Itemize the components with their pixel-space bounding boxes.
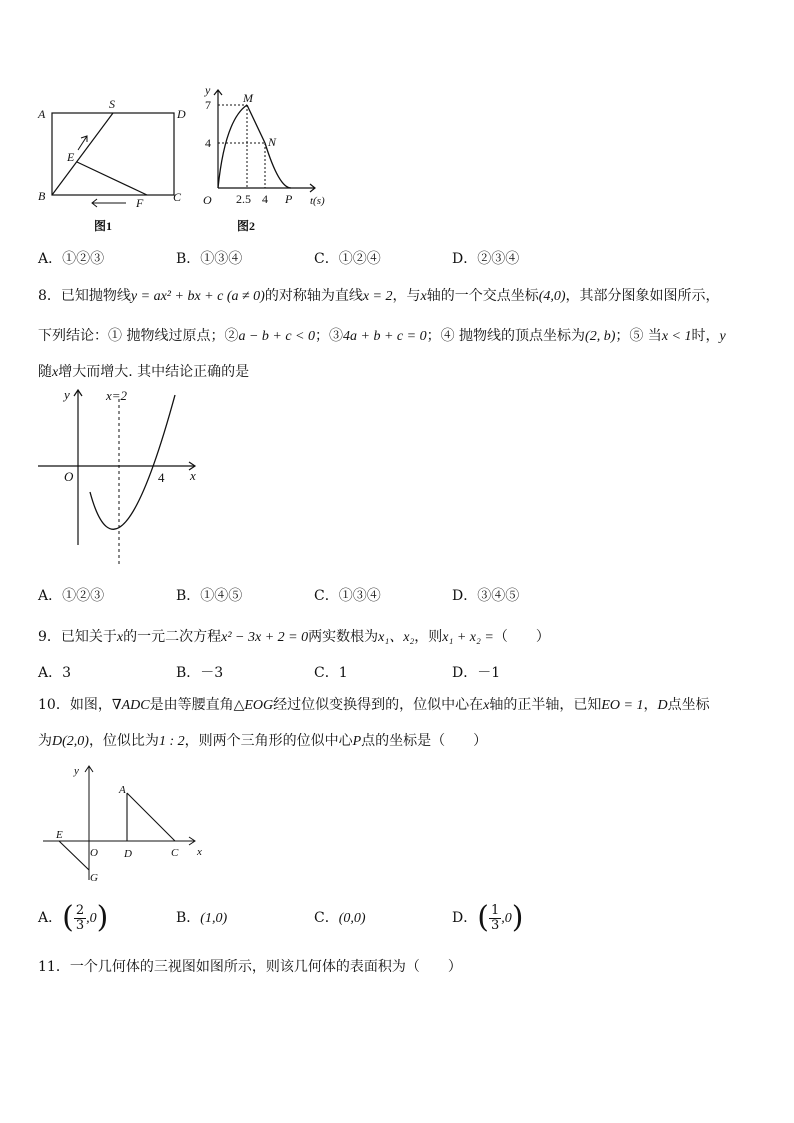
q10-graph-O: O — [90, 847, 98, 859]
figure-2-caption: 图2 — [237, 219, 256, 233]
fig2-N: N — [268, 135, 277, 149]
q8-graph-axis-label: x=2 — [106, 388, 128, 403]
label-C: C — [173, 190, 182, 204]
q9-option-b[interactable]: B．－3 — [176, 665, 224, 681]
figure-1-rectangle — [30, 95, 200, 235]
label-F: F — [136, 196, 144, 210]
fig2-t: t(s) — [310, 195, 325, 207]
fig2-tick-x4: 4 — [262, 192, 268, 206]
fig2-tick-4: 4 — [205, 136, 211, 150]
q7-option-c[interactable]: C．①②④ — [314, 251, 381, 267]
q10-graph-y: y — [74, 765, 79, 777]
q10-line-1: 10．如图，∇ADC是由等腰直角△EOG经过位似变换得到的，位似中心在x轴的正半轴，已知EO = 1，D点坐标 — [38, 697, 710, 713]
q8-option-b[interactable]: B．①④⑤ — [176, 588, 243, 604]
label-D: D — [177, 107, 186, 121]
figure-1-caption: 图1 — [94, 219, 113, 233]
fig2-P: P — [285, 192, 293, 206]
q8-parabola-graph — [30, 385, 210, 570]
figure-2-graph — [195, 80, 340, 235]
fig2-tick-7: 7 — [205, 98, 211, 112]
q10-graph-E: E — [56, 829, 63, 841]
fig2-y: y — [205, 83, 211, 97]
q8-line-1: 8．已知抛物线y = ax² + bx + c (a ≠ 0)的对称轴为直线x = 2，与x轴的一个交点坐标(4,0)，其部分图象如图所示， — [38, 288, 720, 304]
q10-graph-D: D — [124, 848, 132, 860]
label-A: A — [38, 107, 46, 121]
fig2-M: M — [243, 91, 253, 105]
q8-option-a[interactable]: A．①②③ — [38, 588, 105, 604]
q10-option-d[interactable]: D．( $\frac{1}{3}$ ,0) — [452, 900, 524, 935]
q10-option-c[interactable]: C．(0,0) — [314, 910, 366, 926]
q9-option-d[interactable]: D．－1 — [452, 665, 501, 681]
q8-line-2: 下列结论：① 抛物线过原点；②a − b + c < 0；③4a + b + c = 0；④ 抛物线的顶点坐标为(2, b)；⑤ 当x < 1时，y — [38, 328, 726, 344]
q10-option-a[interactable]: A．( $\frac{2}{3}$ ,0) — [38, 900, 109, 935]
q8-graph-O: O — [64, 469, 74, 484]
q8-graph-x: x — [190, 468, 196, 483]
q10-option-b[interactable]: B．(1,0) — [176, 910, 228, 926]
q7-option-d[interactable]: D．②③④ — [452, 251, 520, 267]
q8-line-3: 随x增大而增大. 其中结论正确的是 — [38, 364, 250, 380]
q8-option-d[interactable]: D．③④⑤ — [452, 588, 520, 604]
q11-question: 11．一个几何体的三视图如图所示，则该几何体的表面积为（ ） — [38, 959, 462, 975]
q9-option-c[interactable]: C．1 — [314, 665, 348, 681]
q8-graph-y: y — [64, 387, 70, 402]
q10-triangle-graph — [35, 760, 215, 885]
q7-option-b[interactable]: B．①③④ — [176, 251, 243, 267]
q10-graph-C: C — [171, 847, 179, 859]
q9-question: 9．已知关于x的一元二次方程x² − 3x + 2 = 0两实数根为x₁、x₂，则x₁ + x₂ =（ ） — [38, 629, 550, 645]
fig2-tick-2.5: 2.5 — [236, 192, 251, 206]
fig2-O: O — [203, 193, 212, 207]
q10-graph-x: x — [197, 846, 202, 858]
q8-graph-4: 4 — [158, 470, 165, 485]
q9-option-a[interactable]: A．3 — [38, 665, 72, 681]
q10-line-2: 为D(2,0)，位似比为1 : 2，则两个三角形的位似中心P点的坐标是（ ） — [38, 733, 488, 749]
q10-graph-G: G — [90, 872, 98, 884]
label-S: S — [109, 97, 115, 111]
q8-option-c[interactable]: C．①③④ — [314, 588, 381, 604]
q10-graph-A: A — [119, 784, 126, 796]
label-B: B — [38, 189, 46, 203]
q7-option-a[interactable]: A．①②③ — [38, 251, 105, 267]
label-E: E — [67, 150, 75, 164]
